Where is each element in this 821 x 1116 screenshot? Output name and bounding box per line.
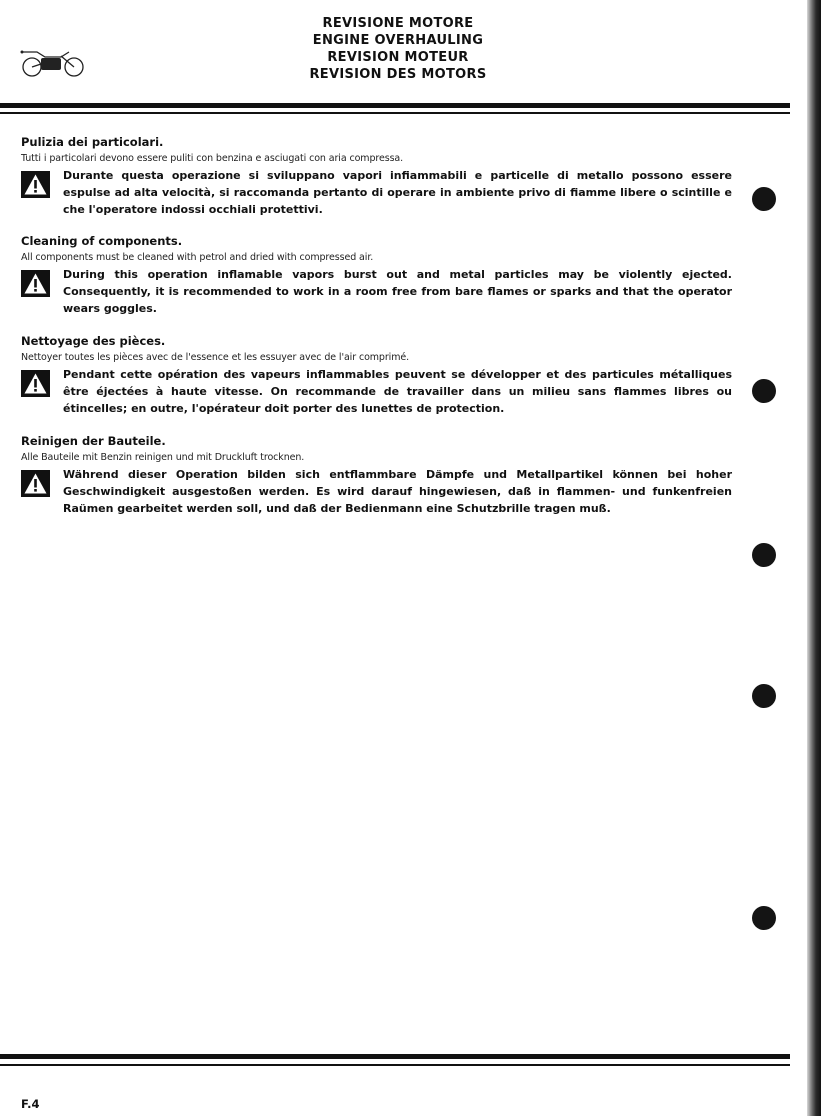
footer-rule-top — [0, 1054, 790, 1059]
warning-text: During this operation inflamable vapors burst out and metal particles may be violently ejected. Consequently, it is recommended to work in a room free from bare flames or sparks and that the operator wears goggles. — [63, 268, 732, 315]
section-text: Tutti i particolari devono essere puliti con benzina e asciugati con aria compressa. — [21, 153, 404, 164]
section-french — [21, 333, 732, 417]
binder-hole — [752, 906, 776, 930]
binder-hole — [752, 187, 776, 211]
warning-triangle-icon — [21, 270, 50, 297]
warning-block — [21, 466, 732, 517]
header-title-english: ENGINE OVERHAULING — [312, 33, 484, 48]
page-edge-shadow — [807, 0, 821, 1116]
section-heading: Reinigen der Bauteile. — [21, 434, 166, 448]
warning-triangle-icon — [21, 470, 50, 497]
warning-text: Pendant cette opération des vapeurs inflammables peuvent se développer et des particules métalliques être éjectées à haute vitesse. On recommande de travailler dans un milieu sans flammes libres ou étincelles; en outre, l'opérateur doit porter des lunettes de protection. — [63, 368, 732, 415]
section-text: All components must be cleaned with petrol and dried with compressed air. — [21, 252, 374, 263]
warning-block — [21, 366, 732, 417]
section-text: Nettoyer toutes les pièces avec de l'essence et les essuyer avec de l'air comprimé. — [21, 352, 410, 363]
motorcycle-icon — [17, 44, 89, 80]
section-english — [21, 233, 732, 317]
binder-hole — [752, 379, 776, 403]
header-title-italian: REVISIONE MOTORE — [322, 16, 474, 31]
binder-hole — [752, 684, 776, 708]
header-rule-top — [0, 103, 790, 108]
warning-block — [21, 167, 732, 218]
warning-text: Durante questa operazione si sviluppano vapori infiammabili e particelle di metallo possono essere espulse ad alta velocità, si raccomanda pertanto di operare in ambiente privo di fiamme libere o scintille e che l'operatore indossi occhiali protettivi. — [63, 169, 732, 216]
section-text: Alle Bauteile mit Benzin reinigen und mit Druckluft trocknen. — [21, 452, 305, 463]
header-rule-bottom — [0, 112, 790, 114]
header-title-french: REVISION MOTEUR — [327, 50, 469, 65]
warning-block — [21, 266, 732, 317]
section-heading: Cleaning of components. — [21, 234, 183, 248]
section-italian — [21, 134, 732, 218]
binder-hole — [752, 543, 776, 567]
section-heading: Nettoyage des pièces. — [21, 334, 166, 348]
section-german — [21, 433, 732, 517]
header-title-german: REVISION DES MOTORS — [309, 67, 487, 82]
section-heading: Pulizia dei particolari. — [21, 135, 164, 149]
page-header — [196, 15, 600, 83]
footer-rule-bottom — [0, 1064, 790, 1066]
warning-triangle-icon — [21, 171, 50, 198]
warning-text: Während dieser Operation bilden sich entflammbare Dämpfe und Metallpartikel können bei hoher Geschwindigkeit ausgestoßen werden. Es wird darauf hingewiesen, daß in flammen- und funkenfreien Raümen gearbeitet werden soll, und daß der Bedienmann eine Schutzbrille tragen muß. — [63, 468, 732, 515]
warning-triangle-icon — [21, 370, 50, 397]
page-number: F.4 — [21, 1097, 40, 1111]
